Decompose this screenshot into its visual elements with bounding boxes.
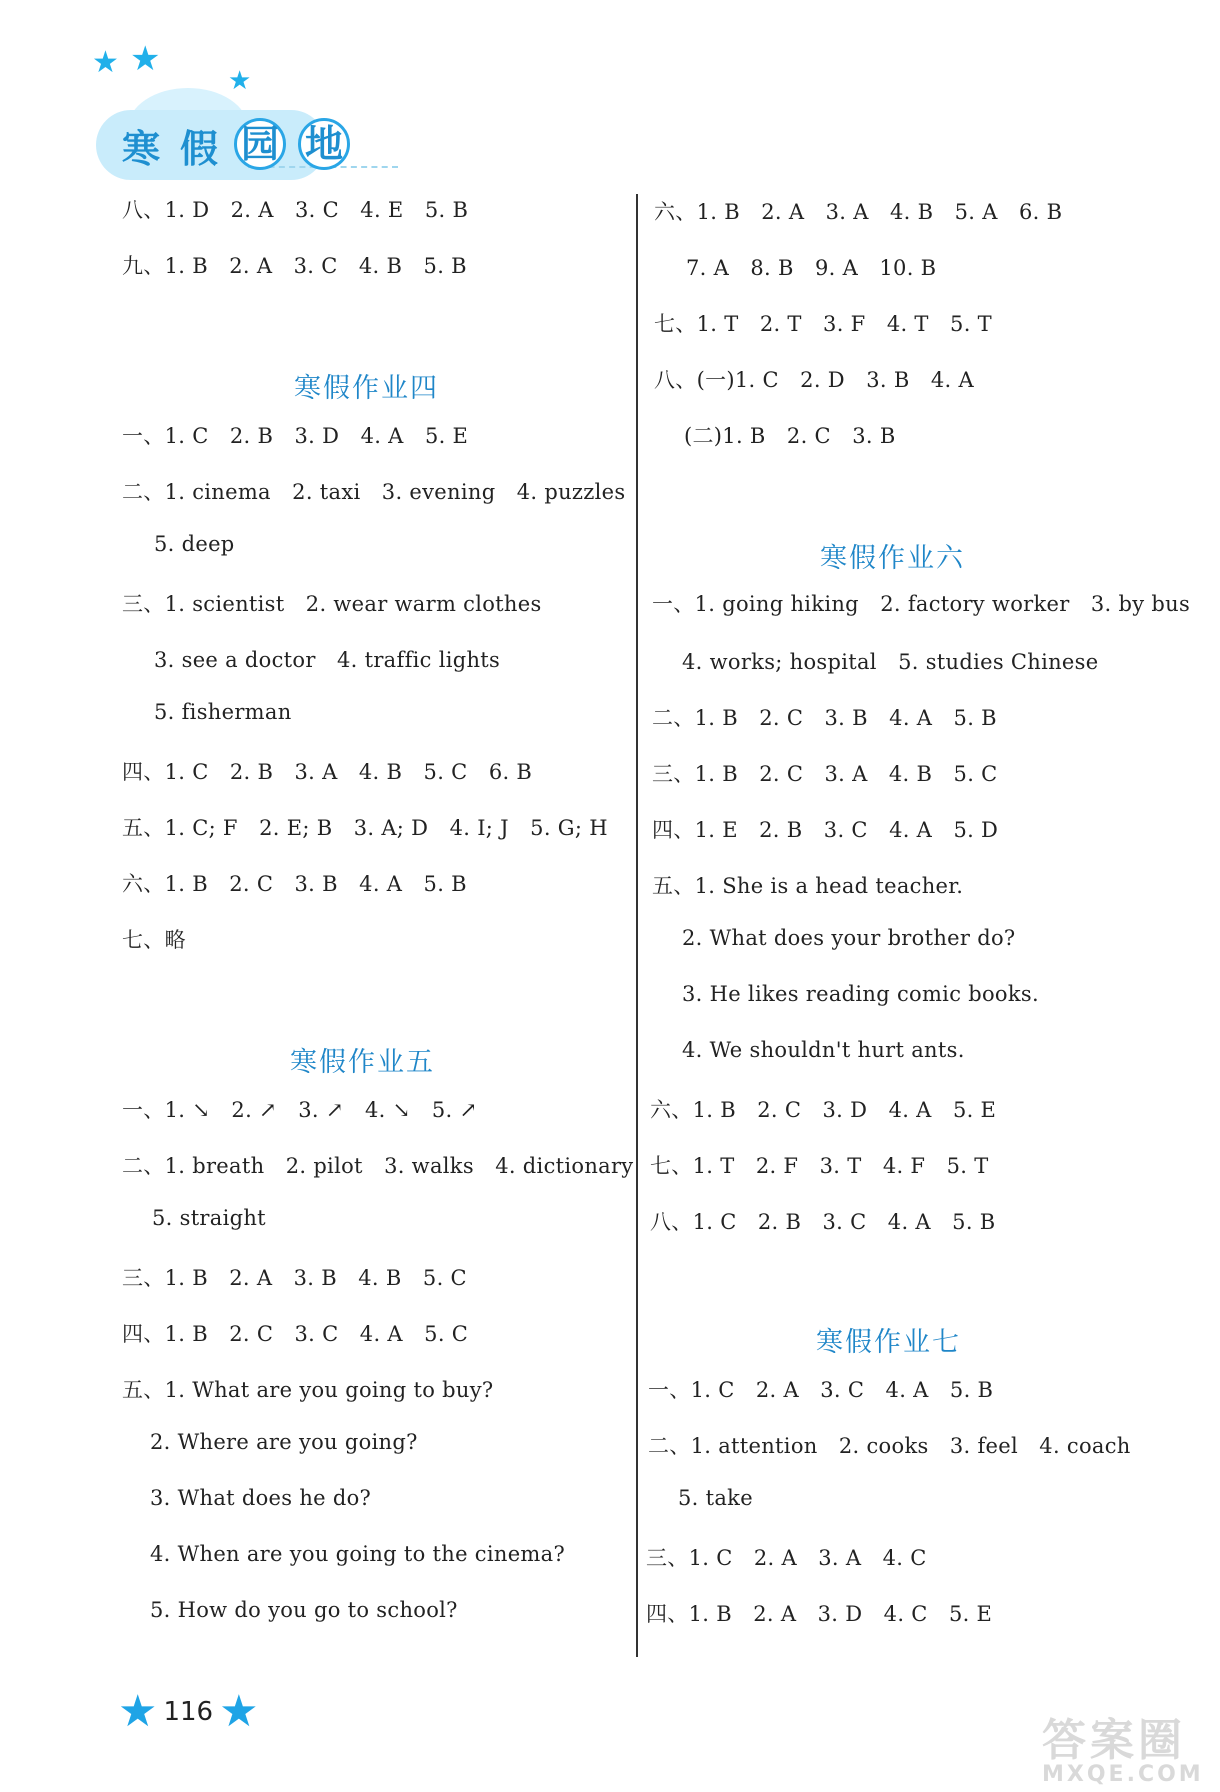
answer-line: 四、1. C 2. B 3. A 4. B 5. C 6. B [122,760,533,784]
section-header-banner [88,39,388,188]
header-title [118,118,350,173]
answer-line: 六、1. B 2. C 3. B 4. A 5. B [122,872,467,896]
watermark-url: MXQE.COM [1042,1762,1204,1787]
header-title-char: 地 [298,118,350,170]
star-icon: ★ [92,45,119,80]
answer-line: 三、1. C 2. A 3. A 4. C [646,1546,927,1570]
answer-line: 二、1. attention 2. cooks 3. feel 4. coach [648,1434,1131,1458]
watermark-text: 答案圈 [1042,1715,1186,1766]
answer-line: 四、1. B 2. A 3. D 4. C 5. E [646,1602,993,1626]
answer-line: 八、1. D 2. A 3. C 4. E 5. B [122,198,469,222]
answer-line: 六、1. B 2. C 3. D 4. A 5. E [650,1098,997,1122]
answer-line: 九、1. B 2. A 3. C 4. B 5. B [122,254,467,278]
answer-line: 五、1. What are you going to buy? [122,1378,494,1402]
answer-line: 2. Where are you going? [150,1430,418,1454]
answer-line: 四、1. E 2. B 3. C 4. A 5. D [652,818,999,842]
answer-line: 3. He likes reading comic books. [682,982,1039,1006]
star-icon: ★ [228,66,252,96]
answer-line: 一、1. going hiking 2. factory worker 3. by bus [652,592,1191,616]
answer-line: 4. works; hospital 5. studies Chinese [682,650,1099,674]
header-title-char: 园 [234,118,286,170]
answer-line: 5. straight [152,1206,266,1230]
star-icon: ★ [118,1686,158,1737]
answer-line: 2. What does your brother do? [682,926,1016,950]
answer-line: (二)1. B 2. C 3. B [684,424,896,448]
answer-line: 5. fisherman [154,700,292,724]
answer-line: 一、1. C 2. A 3. C 4. A 5. B [648,1378,994,1402]
answer-line: 7. A 8. B 9. A 10. B [686,256,937,280]
answer-line: 二、1. breath 2. pilot 3. walks 4. dictionary [122,1154,634,1178]
answer-line: 5. take [678,1486,753,1510]
answer-line: 二、1. B 2. C 3. B 4. A 5. B [652,706,997,730]
answer-line: 二、1. cinema 2. taxi 3. evening 4. puzzles [122,480,626,504]
answer-line: 4. We shouldn't hurt ants. [682,1038,965,1062]
section-title: 寒假作业四 [294,373,439,404]
answer-line: 三、1. scientist 2. wear warm clothes [122,592,542,616]
header-title-char: 寒 [121,127,160,171]
answer-line: 八、1. C 2. B 3. C 4. A 5. B [650,1210,996,1234]
page-number: 116 [163,1697,214,1727]
answer-line: 七、1. T 2. T 3. F 4. T 5. T [654,312,992,336]
answer-line: 一、1. C 2. B 3. D 4. A 5. E [122,424,469,448]
answer-line: 3. see a doctor 4. traffic lights [154,648,501,672]
answer-line: 八、(一)1. C 2. D 3. B 4. A [654,368,974,392]
header-title-char: 假 [179,127,218,171]
star-icon: ★ [219,1686,259,1737]
section-title: 寒假作业七 [816,1327,961,1358]
answer-line: 七、略 [122,928,186,952]
answer-line: 4. When are you going to the cinema? [150,1542,566,1566]
star-icon: ★ [130,39,161,79]
answer-line: 3. What does he do? [150,1486,372,1510]
page-footer [118,1686,259,1737]
column-divider [636,194,638,1657]
answer-line: 三、1. B 2. A 3. B 4. B 5. C [122,1266,467,1290]
answer-line: 一、1. ↘ 2. ↗ 3. ↗ 4. ↘ 5. ↗ [122,1098,478,1122]
answer-line: 三、1. B 2. C 3. A 4. B 5. C [652,762,998,786]
answer-line: 5. deep [154,532,235,556]
section-title: 寒假作业五 [290,1047,435,1078]
watermark-logo [1042,1704,1204,1787]
answer-line: 5. How do you go to school? [150,1598,458,1622]
section-title: 寒假作业六 [820,543,965,574]
answer-line: 四、1. B 2. C 3. C 4. A 5. C [122,1322,469,1346]
answer-line: 六、1. B 2. A 3. A 4. B 5. A 6. B [654,200,1063,224]
answer-line: 七、1. T 2. F 3. T 4. F 5. T [650,1154,989,1178]
answer-line: 五、1. She is a head teacher. [652,874,964,898]
answer-line: 五、1. C; F 2. E; B 3. A; D 4. I; J 5. G; H [122,816,608,840]
